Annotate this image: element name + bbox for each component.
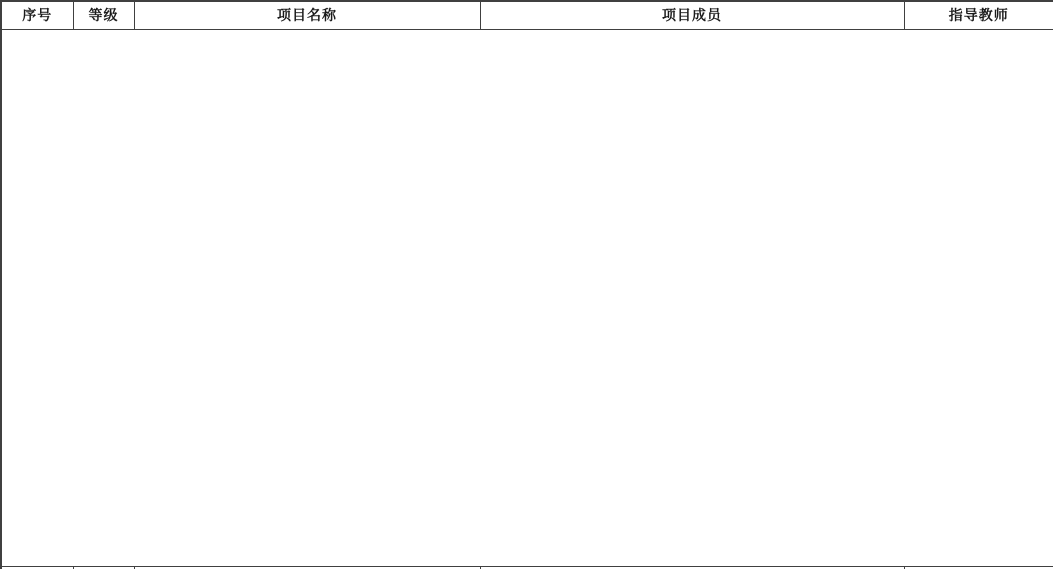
table-row (1, 447, 1053, 475)
table-row (1, 185, 1053, 211)
table-row (1, 81, 1053, 107)
table-row (1, 419, 1053, 447)
header-row (1, 1, 1053, 29)
table-row (1, 341, 1053, 367)
table-row (1, 533, 1053, 566)
table-row (1, 263, 1053, 289)
table-row (1, 475, 1053, 503)
column-header-teachers: 指导教师 (904, 1, 1053, 29)
table-row (1, 367, 1053, 393)
table-row (1, 393, 1053, 419)
column-header-project: 项目名称 (134, 1, 480, 29)
table-row (1, 55, 1053, 81)
column-header-level: 等级 (73, 1, 134, 29)
table-row (1, 107, 1053, 133)
column-header-members: 项目成员 (480, 1, 904, 29)
table-row (1, 133, 1053, 159)
table-row (1, 503, 1053, 533)
table-row (1, 29, 1053, 55)
table-row (1, 211, 1053, 237)
column-header-index: 序号 (1, 1, 73, 29)
table-row (1, 237, 1053, 263)
table-row (1, 315, 1053, 341)
table-row (1, 289, 1053, 315)
table-row (1, 159, 1053, 185)
